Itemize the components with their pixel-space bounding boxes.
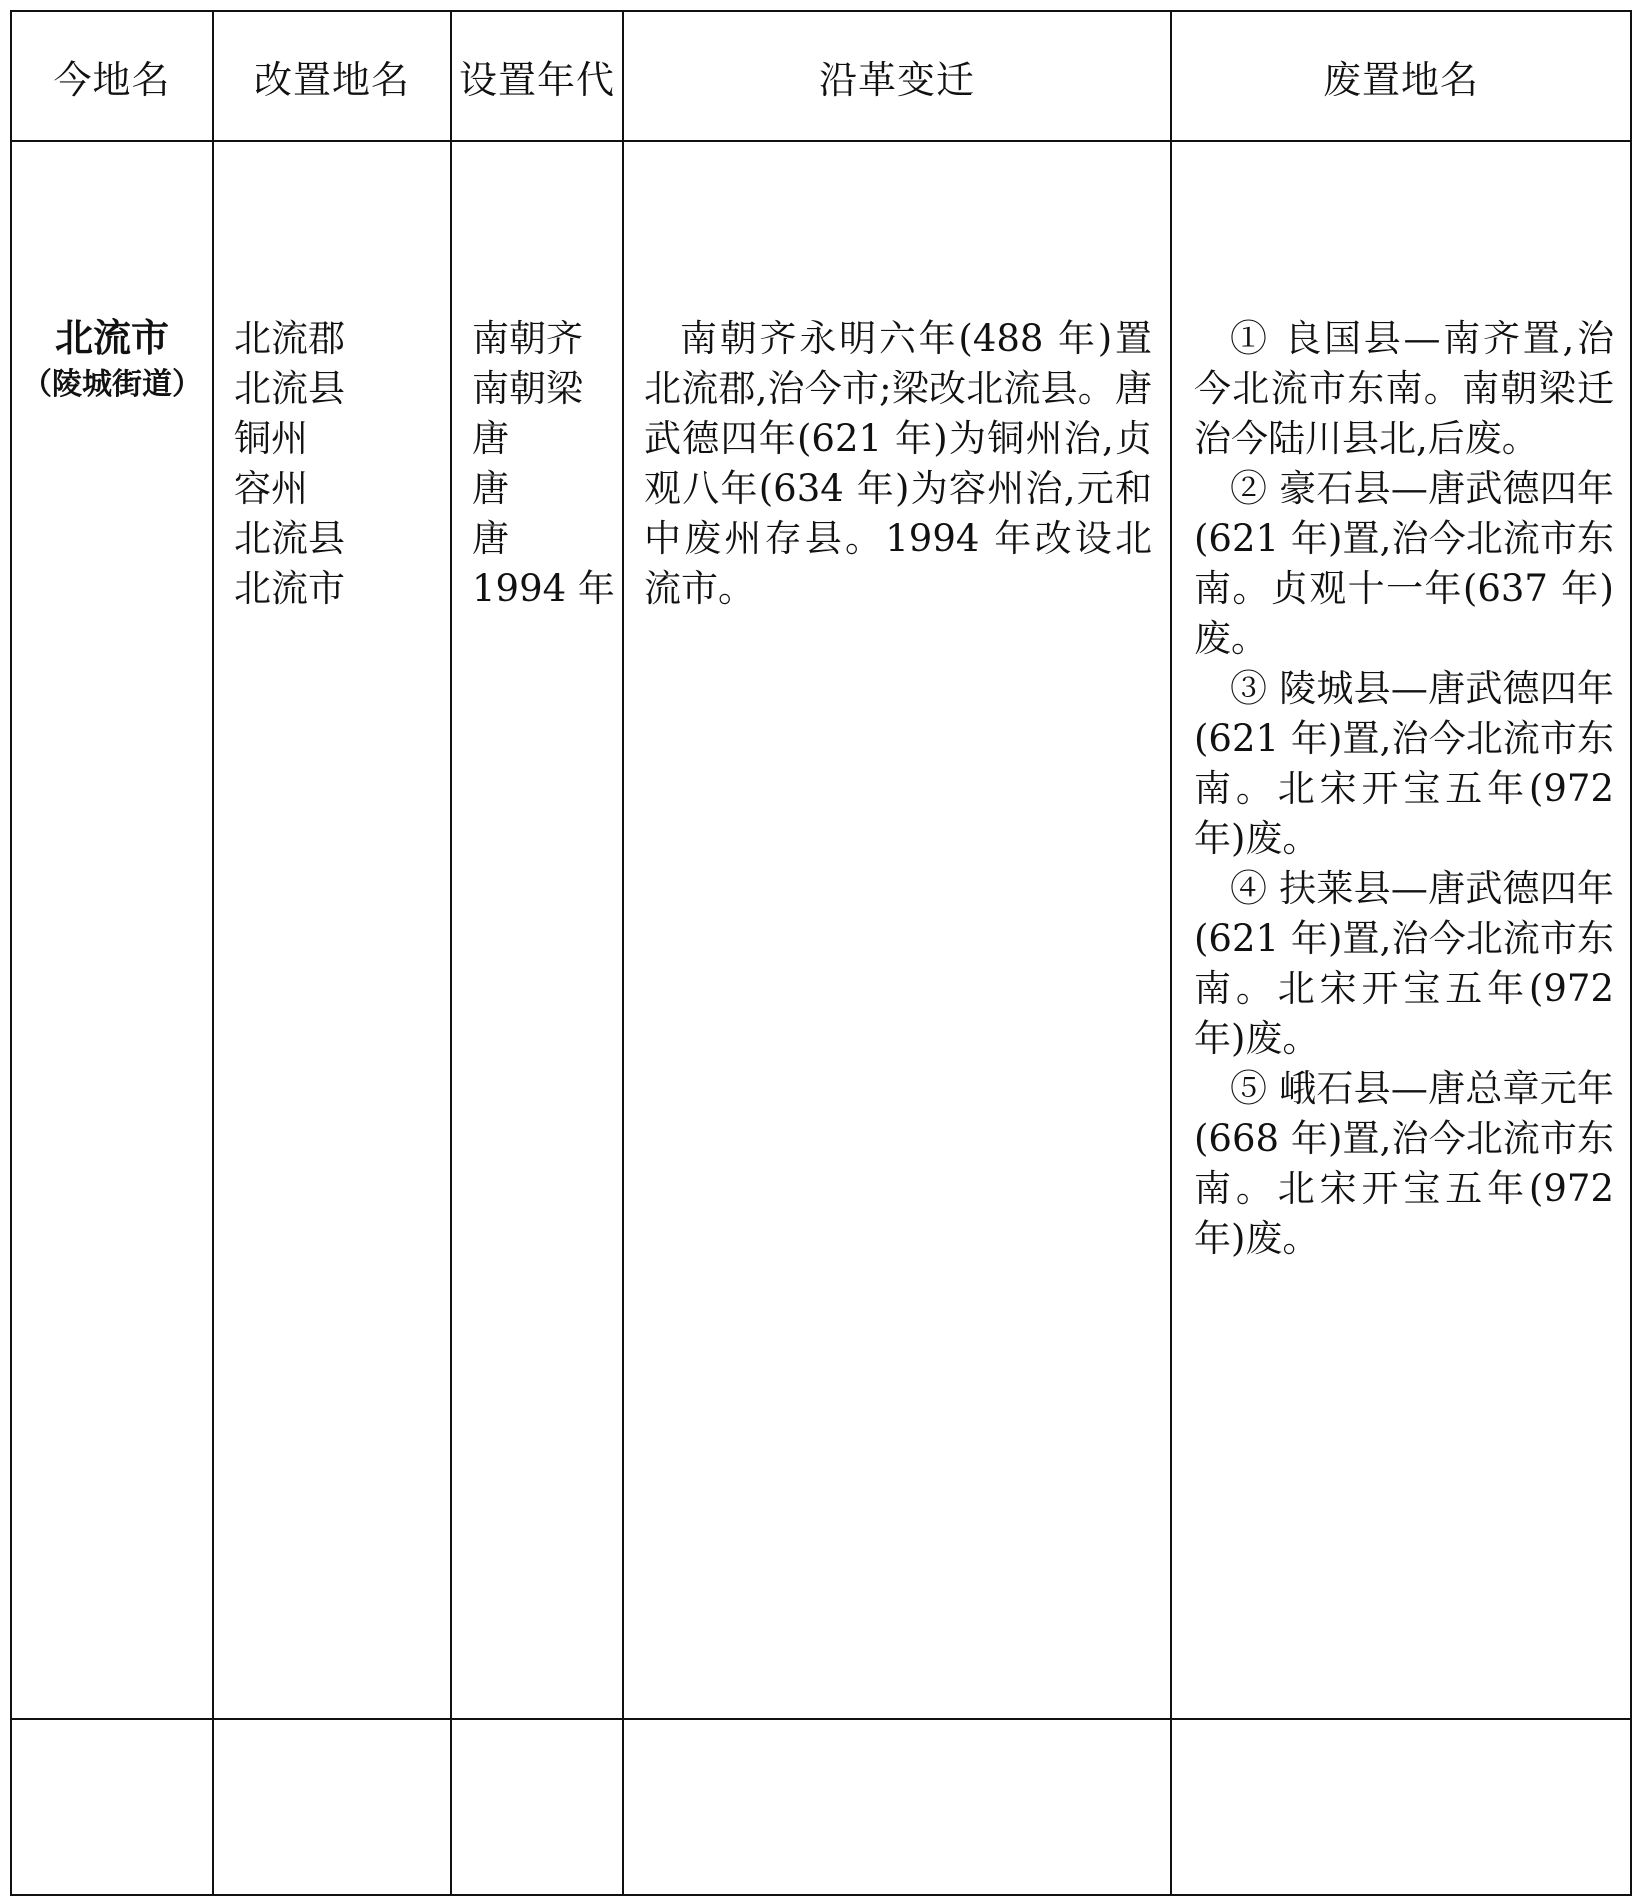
cell-renamed (213, 141, 451, 1895)
established-item: 唐 (472, 517, 509, 560)
gazetteer-table (10, 10, 1632, 1896)
header-row (11, 11, 1631, 141)
cell-established (451, 141, 623, 1895)
established-item: 南朝齐 (472, 317, 583, 360)
cell-abolished (1171, 141, 1631, 1895)
current-subdistrict: （陵城街道） (22, 367, 202, 402)
established-item: 1994 年 (472, 567, 615, 610)
header-abolished: 废置地名 (1171, 11, 1631, 141)
bottom-rule (10, 1718, 1630, 1720)
abolished-entry: ③ 陵城县—唐武德四年(621 年)置,治今北流市东南。北宋开宝五年(972 年)废。 (1194, 667, 1614, 860)
established-item: 唐 (472, 417, 509, 460)
current-name: 北流市 (54, 315, 169, 360)
cell-history: 南朝齐永明六年(488 年)置北流郡,治今市;梁改北流县。唐武德四年(621 年)为铜州治,贞观八年(634 年)为容州治,元和中废州存县。1994 年改设北流市。 (623, 141, 1171, 1895)
renamed-item: 北流县 (234, 517, 345, 560)
table-row (11, 141, 1631, 1895)
established-item: 唐 (472, 467, 509, 510)
abolished-entry: ② 豪石县—唐武德四年(621 年)置,治今北流市东南。贞观十一年(637 年)废。 (1194, 467, 1614, 660)
header-renamed: 改置地名 (213, 11, 451, 141)
header-current-name: 今地名 (11, 11, 213, 141)
renamed-item: 北流县 (234, 367, 345, 410)
renamed-item: 北流市 (234, 567, 345, 610)
header-established: 设置年代 (451, 11, 623, 141)
renamed-item: 北流郡 (234, 317, 345, 360)
abolished-entry: ④ 扶莱县—唐武德四年(621 年)置,治今北流市东南。北宋开宝五年(972 年)废。 (1194, 867, 1614, 1060)
abolished-entry: ① 良国县—南齐置,治今北流市东南。南朝梁迁治今陆川县北,后废。 (1194, 317, 1614, 460)
established-item: 南朝梁 (472, 367, 583, 410)
header-history: 沿革变迁 (623, 11, 1171, 141)
cell-current-name (11, 141, 213, 1895)
abolished-entry: ⑤ 峨石县—唐总章元年(668 年)置,治今北流市东南。北宋开宝五年(972 年)废。 (1194, 1067, 1614, 1260)
renamed-item: 容州 (234, 467, 308, 510)
renamed-item: 铜州 (234, 417, 308, 460)
